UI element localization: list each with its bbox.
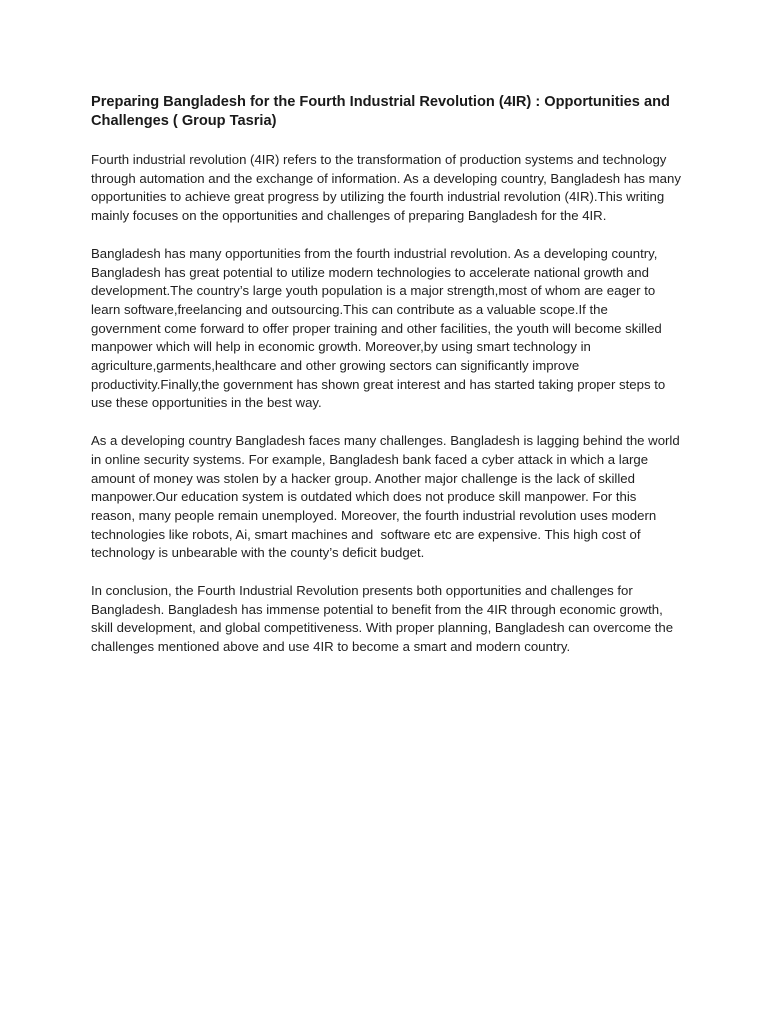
paragraph-introduction: Fourth industrial revolution (4IR) refers to the transformation of production systems and technology through automation and the exchange of information. As a developing country, Bangladesh has many opportunities to achieve great progress by utilizing the fourth industrial revolution (4IR).This writing mainly focuses on the opportunities and challenges of preparing Bangladesh for the 4IR.: [91, 152, 685, 224]
paragraph-conclusion: In conclusion, the Fourth Industrial Revolution presents both opportunities and challenges for Bangladesh. Bangladesh has immense potential to benefit from the 4IR through economic growth, skill development, and global competitiveness. With proper planning, Bangladesh can overcome the challenges mentioned above and use 4IR to become a smart and modern country.: [91, 583, 677, 655]
document-title: Preparing Bangladesh for the Fourth Industrial Revolution (4IR) : Opportunities and Challenges ( Group Tasria): [91, 94, 670, 129]
document-body: [91, 93, 685, 676]
paragraph-challenges: As a developing country Bangladesh faces many challenges. Bangladesh is lagging behind the world in online security systems. For example, Bangladesh bank faced a cyber attack in which a large amount of money was stolen by a hacker group. Another major challenge is the lack of skilled manpower.Our education system is outdated which does not produce skill manpower. For this reason, many people remain unemployed. Moreover, the fourth industrial revolution uses modern technologies like robots, Ai, smart machines and software etc are expensive. This high cost of technology is unbearable with the county’s deficit budget.: [91, 433, 684, 561]
paragraph-opportunities: Bangladesh has many opportunities from the fourth industrial revolution. As a developing country, Bangladesh has great potential to utilize modern technologies to accelerate national growth and development.The country’s large youth population is a major strength,most of whom are eager to learn software,freelancing and outsourcing.This can contribute as a valuable scope.If the government come forward to offer proper training and other facilities, the youth will become skilled manpower which will help in economic growth. Moreover,by using smart technology in agriculture,garments,healthcare and other growing sectors can significantly improve productivity.Finally,the government has shown great interest and has started taking proper steps to use these opportunities in the best way.: [91, 245, 669, 411]
